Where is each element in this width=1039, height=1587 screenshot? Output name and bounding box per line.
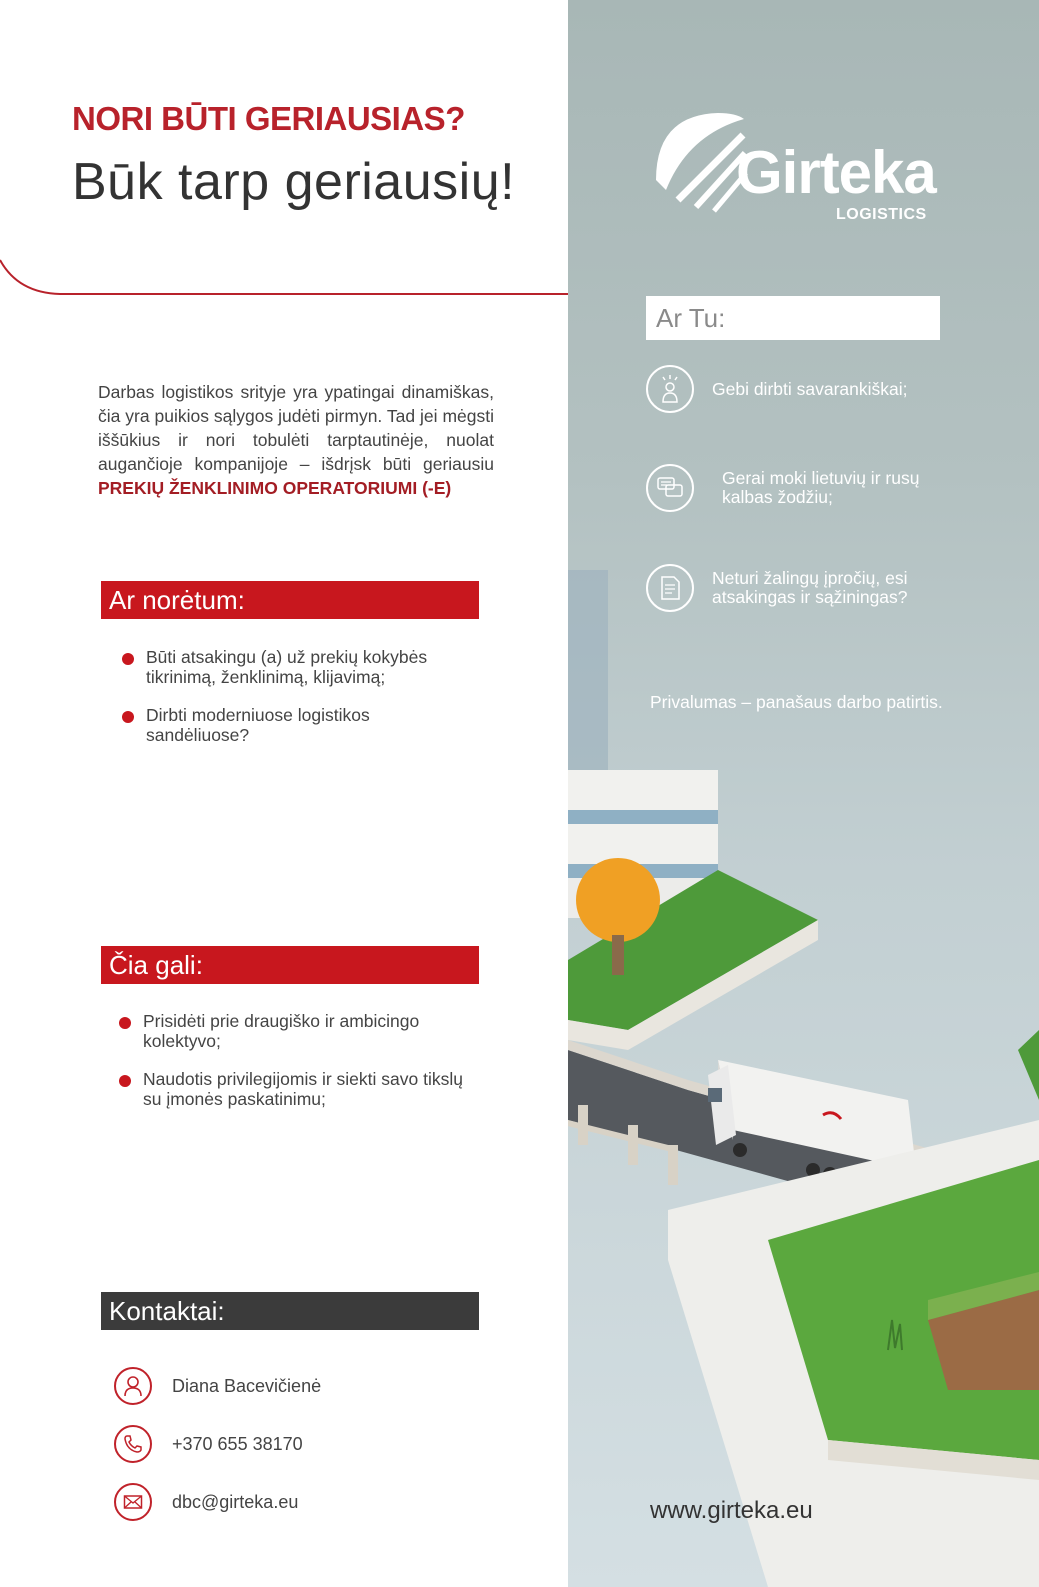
list-item	[113, 1069, 473, 1109]
list-item	[113, 1011, 473, 1051]
job-title-highlight: PREKIŲ ŽENKLINIMO OPERATORIUMI (-E)	[98, 477, 452, 498]
brand-sub: LOGISTICS	[836, 206, 927, 223]
intro-paragraph	[98, 380, 494, 500]
feature-item	[646, 365, 952, 413]
here-can-title: Čia gali:	[101, 946, 479, 984]
phone-icon	[114, 1425, 152, 1463]
feature-item	[646, 564, 952, 612]
list-item	[116, 647, 476, 687]
list-item-text: Dirbti moderniuose logistikos sandėliuose?	[146, 705, 370, 745]
bullet-dot	[119, 1075, 131, 1087]
contacts-title: Kontaktai:	[101, 1292, 479, 1330]
chat-bubbles-icon	[646, 464, 694, 512]
list-item	[116, 705, 476, 745]
would-like-list	[116, 647, 476, 763]
intro-text: Darbas logistikos srityje yra ypatingai dinamiškas, čia yra puikios sąlygos judėti pirmyn. Tad jei mėgsti iššūkius ir nori tobulėti tarptautinėje, nuolat augančioje kompanijoje – išdrįsk būti geriausiu	[98, 381, 494, 474]
person-idea-icon	[646, 365, 694, 413]
feature-item	[646, 464, 962, 512]
decorative-curve	[0, 255, 568, 300]
feature-text: Gerai moki lietuvių ir rusų kalbas žodžiu;	[722, 468, 920, 507]
contact-email[interactable]: dbc@girteka.eu	[172, 1491, 299, 1512]
bullet-dot	[122, 711, 134, 723]
document-icon	[646, 564, 694, 612]
bullet-dot	[122, 653, 134, 665]
website-link[interactable]: www.girteka.eu	[650, 1497, 813, 1524]
headline: NORI BŪTI GERIAUSIAS?	[72, 100, 465, 137]
bullet-dot	[119, 1017, 131, 1029]
contact-phone[interactable]: +370 655 38170	[172, 1433, 303, 1454]
subhead: Būk tarp geriausių!	[72, 153, 516, 211]
right-panel	[568, 0, 1039, 1587]
envelope-icon	[114, 1483, 152, 1521]
contact-phone-row	[114, 1422, 303, 1466]
contact-name: Diana Bacevičienė	[172, 1375, 322, 1396]
contact-name-row	[114, 1364, 321, 1408]
requirement-text: Privalumas – panašaus darbo patirtis.	[650, 692, 943, 712]
list-item-text: Prisidėti prie draugiško ir ambicingo kolektyvo;	[143, 1011, 420, 1051]
here-can-list	[113, 1011, 473, 1127]
list-item-text: Būti atsakingu (a) už prekių kokybės tikrinimą, ženklinimą, klijavimą;	[146, 647, 428, 687]
are-you-title: Ar Tu:	[646, 296, 940, 340]
girteka-logo-icon	[648, 105, 748, 215]
feature-text: Neturi žalingų įpročių, esi atsakingas ir sąžiningas?	[712, 568, 908, 607]
contact-email-row	[114, 1480, 298, 1524]
logistics-scene-illustration	[568, 560, 1039, 1587]
feature-text: Gebi dirbti savarankiškai;	[712, 378, 908, 399]
person-icon	[114, 1367, 152, 1405]
list-item-text: Naudotis privilegijomis ir siekti savo tikslų su įmonės paskatinimu;	[143, 1069, 463, 1109]
would-like-title: Ar norėtum:	[101, 581, 479, 619]
brand-name: Girteka	[736, 139, 936, 206]
